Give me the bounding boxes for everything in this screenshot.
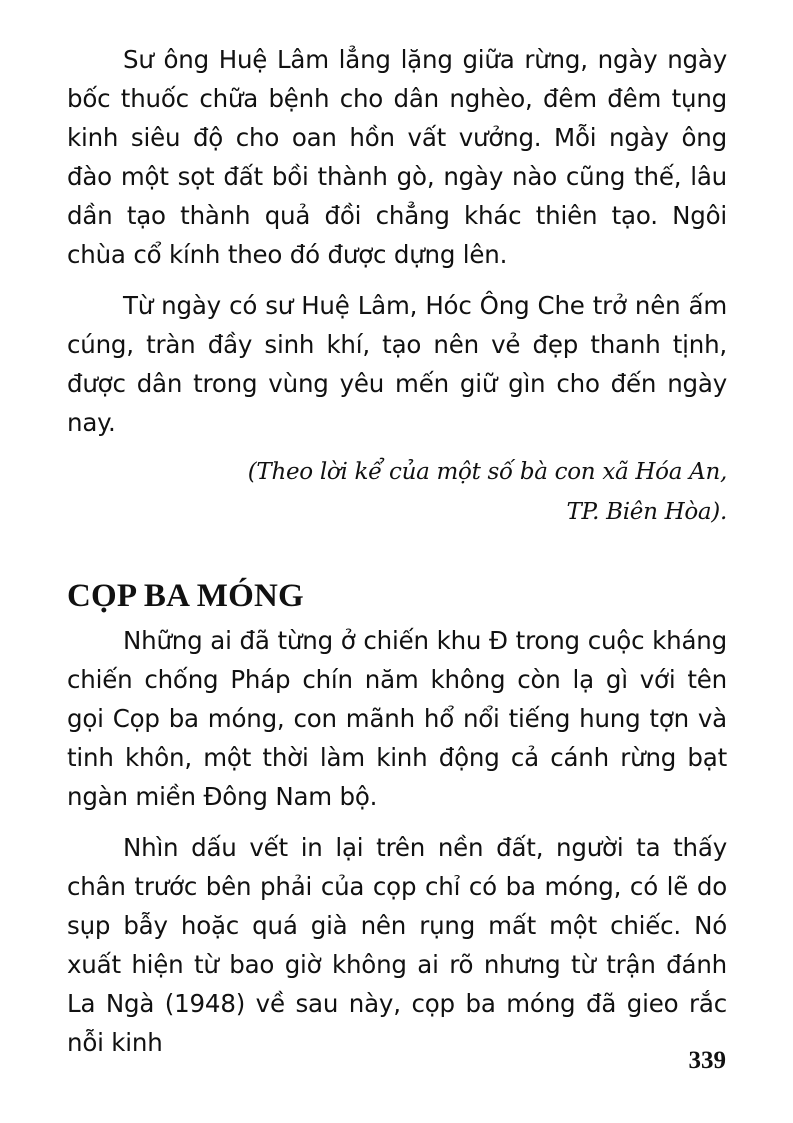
source-citation-line-1: (Theo lời kể của một số bà con xã Hóa An, [247,459,727,485]
section-heading: CỌP BA MÓNG [67,578,304,614]
paragraph-cop-ba-mong-1: Những ai đã từng ở chiến khu Đ trong cuộc kháng chiến chống Pháp chín năm không còn lạ gì với tên gọi Cọp ba móng, con mãnh hổ nổi tiếng hung tợn và tinh khôn, một thời làm kinh động cả cánh rừng bạt ngàn miền Đông Nam bộ. [67,626,727,811]
paragraph-cop-ba-mong-2: Nhìn dấu vết in lại trên nền đất, người ta thấy chân trước bên phải của cọp chỉ có ba móng, có lẽ do sụp bẫy hoặc quá già nên rụng mất một chiếc. Nó xuất hiện từ bao giờ không ai rõ nhưng từ trận đánh La Ngà (1948) về sau này, cọp ba móng đã gieo rắc nỗi kinh [67,833,727,1057]
paragraph-hue-lam-1: Sư ông Huệ Lâm lẳng lặng giữa rừng, ngày ngày bốc thuốc chữa bệnh cho dân nghèo, đêm đêm tụng kinh siêu độ cho oan hồn vất vưởng. Mỗi ngày ông đào một sọt đất bồi thành gò, ngày nào cũng thế, lâu dần tạo thành quả đồi chẳng khác thiên tạo. Ngôi chùa cổ kính theo đó được dựng lên. [67,45,727,269]
page-number: 339 [688,1047,726,1074]
paragraph-hue-lam-2: Từ ngày có sư Huệ Lâm, Hóc Ông Che trở nên ấm cúng, tràn đầy sinh khí, tạo nên vẻ đẹp thanh tịnh, được dân trong vùng yêu mến giữ gìn cho đến ngày nay. [67,291,727,437]
book-page [67,40,727,1062]
source-citation-line-2: TP. Biên Hòa). [566,499,727,525]
source-citation [67,452,727,532]
